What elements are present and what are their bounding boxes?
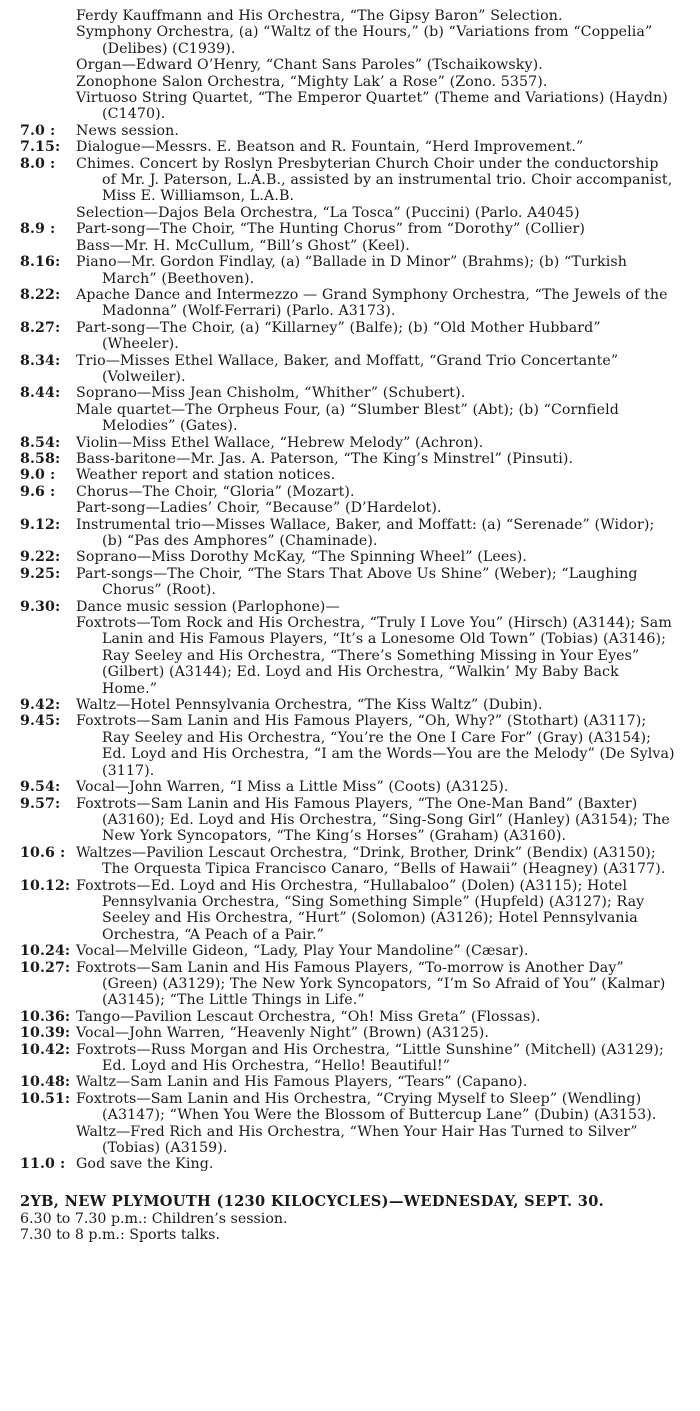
- entry-time: 9.42:: [20, 697, 61, 714]
- entry-time: 9.57:: [20, 795, 61, 812]
- programme-entry: [20, 517, 676, 550]
- entry-text: [76, 943, 676, 959]
- entry-line: Chorus—The Choir, “Gloria” (Mozart).: [76, 483, 355, 500]
- programme-entry: [20, 435, 676, 451]
- entry-line: Weather report and station notices.: [76, 467, 336, 484]
- entry-time: 8.22:: [20, 286, 61, 303]
- entry-line: Foxtrots—Sam Lanin and His Famous Players, “To-morrow is Another Day” (Green) (A3129); The New York Syncopators, “I’m So Afraid of You” (Kalmar) (A3145); “The Little Things in Life.”: [76, 959, 666, 1009]
- entry-text: [76, 845, 676, 878]
- programme-entry: [20, 549, 676, 565]
- entry-line: Part-songs—The Choir, “The Stars That Above Us Shine” (Weber); “Laughing Chorus” (Root).: [76, 565, 638, 599]
- programme-entry: [20, 697, 676, 713]
- entry-time: 7.15:: [20, 139, 61, 156]
- entry-time: 8.9 :: [20, 221, 56, 238]
- entry-line: Part-song—The Choir, “The Hunting Chorus” from “Dorothy” (Collier): [76, 221, 586, 238]
- programme-entry: [20, 960, 676, 1009]
- entry-line: Piano—Mr. Gordon Findlay, (a) “Ballade in D Minor” (Brahms); (b) “Turkish March” (Beethoven).: [76, 254, 627, 287]
- programme-entry: [20, 566, 676, 599]
- entry-line: Symphony Orchestra, (a) “Waltz of the Hours,” (b) “Variations from “Coppelia” (Delibes) (C1939).: [76, 24, 653, 57]
- programme-entry: [20, 467, 676, 483]
- entry-time: 8.54:: [20, 434, 61, 451]
- entry-text: [76, 517, 676, 550]
- entry-text: [76, 435, 676, 451]
- entry-text: [76, 1074, 676, 1090]
- entry-text: [76, 599, 676, 697]
- entry-line: Bass—Mr. H. McCullum, “Bill’s Ghost” (Keel).: [76, 237, 410, 254]
- entry-text: [76, 484, 676, 517]
- programme-entry: [20, 287, 676, 320]
- entry-time: 9.0 :: [20, 467, 56, 484]
- programme-entry: [20, 8, 676, 123]
- entry-line: God save the King.: [76, 1156, 214, 1173]
- entry-time: 9.45:: [20, 713, 61, 730]
- programme-entry: [20, 713, 676, 779]
- entry-text: [76, 878, 676, 944]
- programme-entry: [20, 221, 676, 254]
- programme-entry: [20, 320, 676, 353]
- entry-text: [76, 287, 676, 320]
- entry-line: Foxtrots—Tom Rock and His Orchestra, “Truly I Love You” (Hirsch) (A3144); Sam Lanin and His Famous Players, “It’s a Lonesome Old Town” (Tobias) (A3146); Ray Seeley and His Orchestra, “There’s Something Missing in Your Eyes” (Gilbert) (A3144); Ed. Loyd and His Orchestra, “Walkin’ My Baby Back Home.”: [76, 615, 672, 697]
- entry-text: [76, 156, 676, 222]
- entry-text: [76, 1091, 676, 1157]
- programme-entry: [20, 385, 676, 434]
- programme-entry: [20, 451, 676, 467]
- programme-entry: [20, 254, 676, 287]
- entry-time: 9.54:: [20, 779, 61, 796]
- entry-line: Dialogue—Messrs. E. Beatson and R. Fountain, “Herd Improvement.”: [76, 139, 584, 156]
- entry-text: [76, 713, 676, 779]
- entry-time: 10.39:: [20, 1025, 71, 1042]
- entry-time: 8.58:: [20, 450, 61, 467]
- programme-entry: [20, 139, 676, 155]
- station-heading: 2YB, NEW PLYMOUTH (1230 KILOCYCLES)—WEDNESDAY, SEPT. 30.: [20, 1192, 605, 1210]
- entry-time: 9.25:: [20, 565, 61, 582]
- programme-entry: [20, 1042, 676, 1075]
- entry-line: Selection—Dajos Bela Orchestra, “La Tosca” (Puccini) (Parlo. A4045): [76, 204, 580, 221]
- entry-text: [76, 451, 676, 467]
- entry-text: [76, 549, 676, 565]
- entry-line: Waltz—Fred Rich and His Orchestra, “When Your Hair Has Turned to Silver” (Tobias) (A3159).: [76, 1123, 638, 1157]
- entry-line: Waltz—Sam Lanin and His Famous Players, “Tears” (Capano).: [76, 1074, 528, 1091]
- entry-text: [76, 566, 676, 599]
- programme-schedule: [20, 8, 676, 1173]
- entry-time: 10.42:: [20, 1041, 71, 1058]
- programme-entry: [20, 123, 676, 139]
- entry-line: Apache Dance and Intermezzo — Grand Symphony Orchestra, “The Jewels of the Madonna” (Wolf-Ferrari) (Parlo. A3173).: [76, 286, 668, 320]
- programme-entry: [20, 878, 676, 944]
- entry-text: [76, 385, 676, 434]
- entry-line: Foxtrots—Sam Lanin and His Orchestra, “Crying Myself to Sleep” (Wendling) (A3147); “When You Were the Blossom of Buttercup Lane” (Dubin) (A3153).: [76, 1090, 657, 1124]
- entry-time: 10.48:: [20, 1074, 71, 1091]
- programme-entry: [20, 845, 676, 878]
- entry-text: [76, 697, 676, 713]
- programme-entry: [20, 1074, 676, 1090]
- entry-text: [76, 353, 676, 386]
- entry-time: 8.0 :: [20, 155, 56, 172]
- entry-time: 8.27:: [20, 319, 61, 336]
- entry-text: [76, 221, 676, 254]
- programme-entry: [20, 1156, 676, 1172]
- entry-time: 8.16:: [20, 254, 61, 271]
- programme-entry: [20, 353, 676, 386]
- entry-line: Foxtrots—Sam Lanin and His Famous Players, “Oh, Why?” (Stothart) (A3117); Ray Seeley and His Orchestra, “You’re the One I Care For” (Gray) (A3154); Ed. Loyd and His Orchestra, “I am the Words—You are the Melody” (De Sylva) (3117).: [76, 713, 675, 779]
- entry-time: 10.12:: [20, 877, 71, 894]
- station-item: 6.30 to 7.30 p.m.: Children’s session.: [20, 1210, 288, 1227]
- entry-line: Tango—Pavilion Lescaut Orchestra, “Oh! Miss Greta” (Flossas).: [76, 1008, 541, 1025]
- entry-line: Foxtrots—Ed. Loyd and His Orchestra, “Hullabaloo” (Dolen) (A3115); Hotel Pennsylvania Orchestra, “Sing Something Simple” (Hupfeld) (A3127); Ray Seeley and His Orchestra, “Hurt” (Solomon) (A3126); Hotel Pennsylvania Orchestra, “A Peach of a Pair.”: [76, 877, 645, 943]
- entry-time: 9.12:: [20, 516, 61, 533]
- entry-time: 10.51:: [20, 1090, 71, 1107]
- entry-text: [76, 779, 676, 795]
- entry-line: Waltz—Hotel Pennsylvania Orchestra, “The Kiss Waltz” (Dubin).: [76, 697, 543, 714]
- entry-line: Ferdy Kauffmann and His Orchestra, “The Gipsy Baron” Selection.: [76, 8, 563, 24]
- entry-line: Waltzes—Pavilion Lescaut Orchestra, “Drink, Brother, Drink” (Bendix) (A3150); The Orquesta Tipica Francisco Canaro, “Bells of Hawaii” (Heagney) (A3177).: [76, 844, 666, 878]
- programme-entry: [20, 1009, 676, 1025]
- entry-text: [76, 123, 676, 139]
- entry-line: Chimes. Concert by Roslyn Presbyterian Church Choir under the conductorship of Mr. J. Paterson, L.A.B., assisted by an instrumental trio. Choir accompanist, Miss E. Williamson, L.A.B.: [76, 155, 673, 205]
- entry-text: [76, 1156, 676, 1172]
- entry-line: Trio—Misses Ethel Wallace, Baker, and Moffatt, “Grand Trio Concertante” (Volweiler).: [76, 352, 619, 385]
- programme-entry: [20, 1091, 676, 1157]
- entry-time: 10.36:: [20, 1008, 71, 1025]
- entry-line: Soprano—Miss Dorothy McKay, “The Spinning Wheel” (Lees).: [76, 549, 527, 566]
- entry-time: 9.30:: [20, 598, 61, 615]
- entry-line: Dance music session (Parlophone)—: [76, 598, 340, 615]
- entry-line: Male quartet—The Orpheus Four, (a) “Slumber Blest” (Abt); (b) “Cornfield Melodies” (Gates).: [76, 401, 619, 435]
- entry-text: [76, 320, 676, 353]
- entry-line: Vocal—Melville Gideon, “Lady, Play Your Mandoline” (Cæsar).: [76, 943, 529, 960]
- entry-time: 11.0 :: [20, 1156, 66, 1173]
- entry-line: Zonophone Salon Orchestra, “Mighty Lak’ a Rose” (Zono. 5357).: [76, 73, 548, 90]
- programme-entry: [20, 156, 676, 222]
- entry-line: Foxtrots—Russ Morgan and His Orchestra, “Little Sunshine” (Mitchell) (A3129); Ed. Loyd and His Orchestra, “Hello! Beautiful!”: [76, 1041, 664, 1074]
- station-items: [20, 1211, 676, 1244]
- programme-entry: [20, 943, 676, 959]
- entry-text: [76, 1025, 676, 1041]
- station-item: 7.30 to 8 p.m.: Sports talks.: [20, 1227, 220, 1244]
- entry-line: Instrumental trio—Misses Wallace, Baker, and Moffatt: (a) “Serenade” (Widor); (b) “Pas des Amphores” (Chaminade).: [76, 516, 655, 549]
- entry-text: [76, 960, 676, 1009]
- entry-line: Vocal—John Warren, “Heavenly Night” (Brown) (A3125).: [76, 1025, 490, 1042]
- entry-time: 10.6 :: [20, 844, 66, 861]
- entry-text: [76, 796, 676, 845]
- entry-text: [76, 1042, 676, 1075]
- entry-text: [76, 254, 676, 287]
- entry-time: 8.34:: [20, 352, 61, 369]
- entry-text: [76, 8, 676, 123]
- entry-line: Foxtrots—Sam Lanin and His Famous Players, “The One-Man Band” (Baxter) (A3160); Ed. Loyd and His Orchestra, “Sing-Song Girl” (Hanley) (A3154); The New York Syncopators, “The King’s Horses” (Graham) (A3160).: [76, 795, 670, 845]
- entry-text: [76, 467, 676, 483]
- entry-time: 7.0 :: [20, 122, 56, 139]
- programme-entry: [20, 1025, 676, 1041]
- entry-line: Violin—Miss Ethel Wallace, “Hebrew Melody” (Achron).: [76, 434, 484, 451]
- programme-entry: [20, 484, 676, 517]
- entry-time: 8.44:: [20, 385, 61, 402]
- entry-line: Part-song—The Choir, (a) “Killarney” (Balfe); (b) “Old Mother Hubbard” (Wheeler).: [76, 319, 601, 353]
- entry-line: Bass-baritone—Mr. Jas. A. Paterson, “The King’s Minstrel” (Pinsuti).: [76, 450, 574, 467]
- entry-line: Vocal—John Warren, “I Miss a Little Miss” (Coots) (A3125).: [76, 779, 509, 796]
- programme-entry: [20, 779, 676, 795]
- entry-line: Virtuoso String Quartet, “The Emperor Quartet” (Theme and Variations) (Haydn) (C1470).: [76, 90, 668, 123]
- entry-time: 9.6 :: [20, 483, 56, 500]
- entry-line: News session.: [76, 122, 180, 139]
- entry-line: Organ—Edward O’Henry, “Chant Sans Paroles” (Tschaikowsky).: [76, 57, 543, 74]
- entry-text: [76, 139, 676, 155]
- entry-time: 10.27:: [20, 959, 71, 976]
- entry-text: [76, 1009, 676, 1025]
- programme-entry: [20, 796, 676, 845]
- entry-time: 9.22:: [20, 549, 61, 566]
- entry-line: Soprano—Miss Jean Chisholm, “Whither” (Schubert).: [76, 385, 466, 402]
- programme-entry: [20, 599, 676, 697]
- entry-line: Part-song—Ladies’ Choir, “Because” (D’Hardelot).: [76, 500, 442, 517]
- entry-time: 10.24:: [20, 943, 71, 960]
